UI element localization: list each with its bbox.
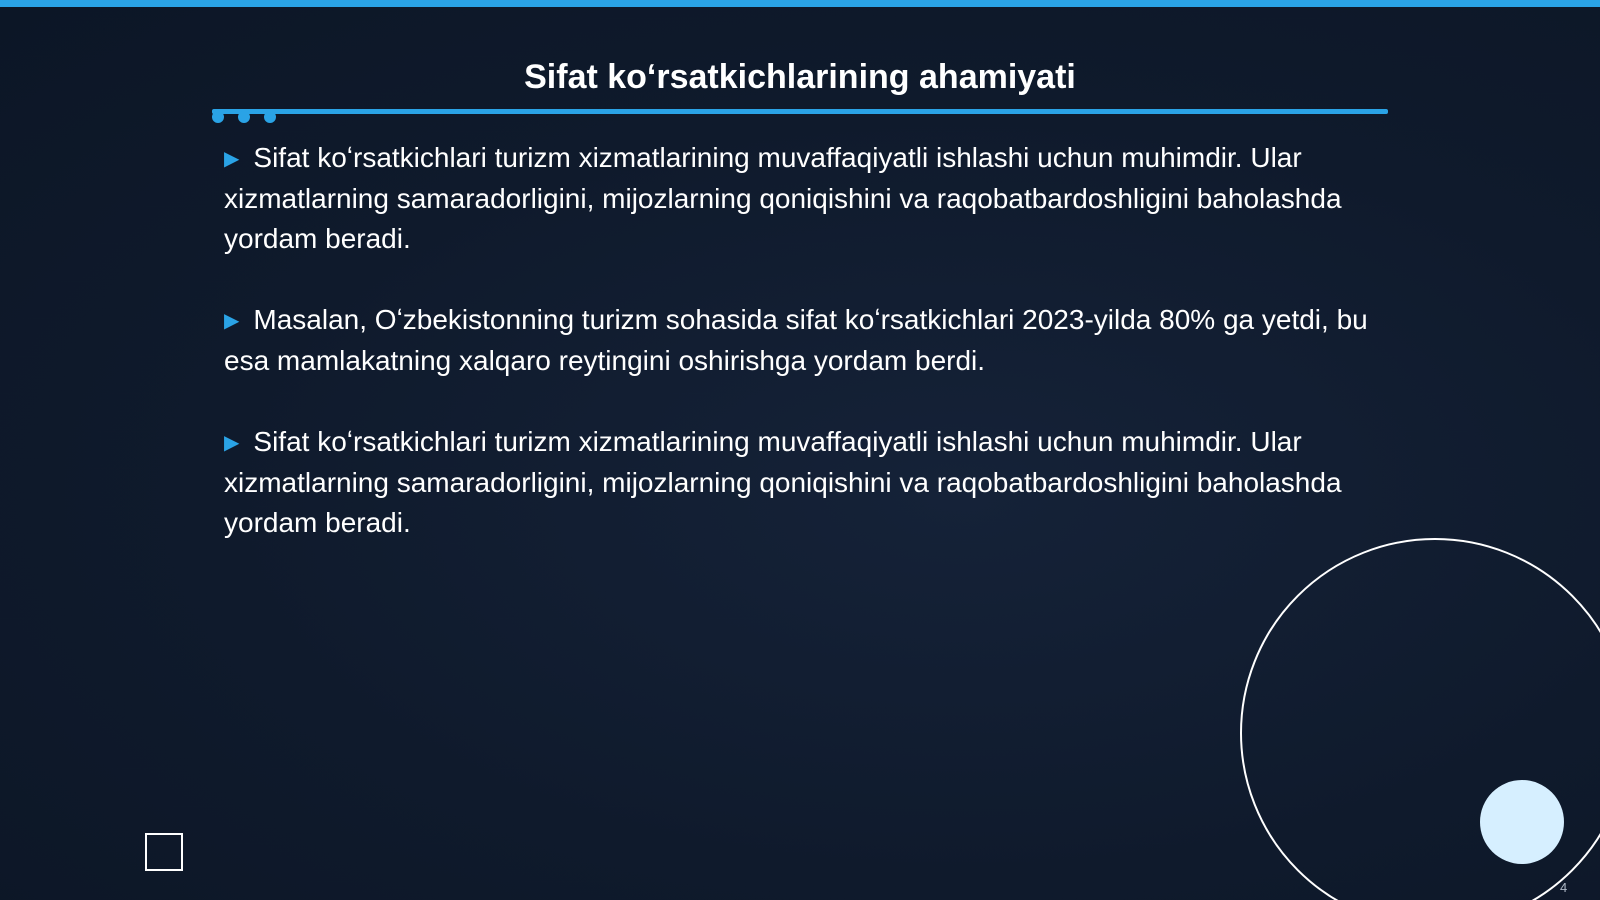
bullet-arrow-icon: ▶: [224, 148, 240, 170]
decorative-dot: [212, 111, 224, 123]
decorative-filled-circle: [1480, 780, 1564, 864]
bullet-text: Masalan, Oʻzbekistonning turizm sohasida sifat koʻrsatkichlari 2023-yilda 80% ga yetdi, bu esa mamlakatning xalqaro reytingini oshirishga yordam berdi.: [224, 304, 1368, 376]
bullet-item: [224, 422, 1374, 543]
decorative-square: [145, 833, 183, 871]
bullet-item: [224, 138, 1374, 259]
bullet-arrow-icon: ▶: [224, 310, 240, 332]
top-accent-bar: [0, 0, 1600, 7]
bullet-text: Sifat koʻrsatkichlari turizm xizmatlarining muvaffaqiyatli ishlashi uchun muhimdir. Ular xizmatlarning samaradorligini, mijozlarning qoniqishini va raqobatbardoshligini baholashda yordam beradi.: [224, 426, 1342, 538]
decorative-dot: [238, 111, 250, 123]
bullet-item: [224, 300, 1374, 381]
bullet-arrow-icon: ▶: [224, 432, 240, 454]
decorative-dot: [264, 111, 276, 123]
slide-title: Sifat koʻrsatkichlarining ahamiyati: [524, 58, 1076, 96]
title-underline: [212, 109, 1388, 114]
bullet-text: Sifat koʻrsatkichlari turizm xizmatlarining muvaffaqiyatli ishlashi uchun muhimdir. Ular xizmatlarning samaradorligini, mijozlarning qoniqishini va raqobatbardoshligini baholashda yordam beradi.: [224, 142, 1342, 254]
page-number: 4: [1560, 880, 1568, 895]
bullet-list: [224, 138, 1374, 584]
